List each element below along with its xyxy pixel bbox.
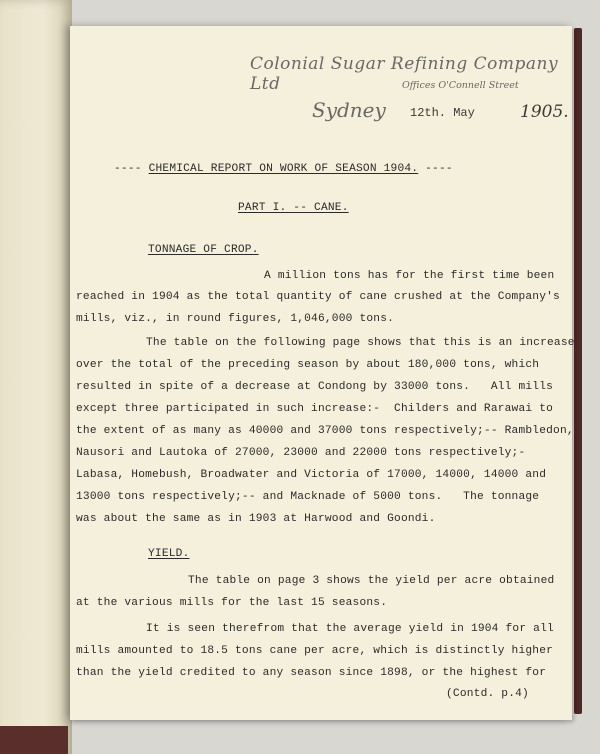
tonnage-line: 13000 tons respectively;-- and Macknade of 5000 tons. The tonnage xyxy=(76,491,540,503)
letterhead-offices: Offices O'Connell Street xyxy=(402,80,519,91)
yield-line: The table on page 3 shows the yield per acre obtained xyxy=(188,575,555,587)
left-page-edge xyxy=(0,0,72,754)
tonnage-line: was about the same as in 1903 at Harwood and Goondi. xyxy=(76,513,436,525)
letter-date: 12th. May xyxy=(410,106,475,120)
tonnage-line: reached in 1904 as the total quantity of cane crushed at the Company's xyxy=(76,291,560,303)
tonnage-line: over the total of the preceding season by about 180,000 tons, which xyxy=(76,359,540,371)
tonnage-line: the extent of as many as 40000 and 37000 tons respectively;-- Rambledon, xyxy=(76,425,574,437)
tonnage-line: Nausori and Lautoka of 27000, 23000 and 22000 tons respectively;- xyxy=(76,447,526,459)
letterhead xyxy=(250,54,570,150)
yield-line: at the various mills for the last 15 seasons. xyxy=(76,597,388,609)
tonnage-line: mills, viz., in round figures, 1,046,000 tons. xyxy=(76,313,395,325)
yield-line: It is seen therefrom that the average yield in 1904 for all xyxy=(146,623,554,635)
tonnage-line: A million tons has for the first time been xyxy=(264,270,555,282)
document-page xyxy=(70,26,575,720)
continued-note: (Contd. p.4) xyxy=(446,688,529,700)
letterhead-company: Colonial Sugar Refining Company Ltd xyxy=(250,54,559,94)
book-cover-right xyxy=(574,28,582,714)
yield-line: than the yield credited to any season since 1898, or the highest for xyxy=(76,667,547,679)
tonnage-line: except three participated in such increase:- Childers and Rarawai to xyxy=(76,403,554,415)
yield-line: mills amounted to 18.5 tons cane per acre, which is distinctly higher xyxy=(76,645,554,657)
tonnage-heading: TONNAGE OF CROP. xyxy=(148,244,259,256)
report-title: ---- CHEMICAL REPORT ON WORK OF SEASON 1904. ---- xyxy=(114,163,453,175)
letterhead-city: Sydney xyxy=(312,98,386,122)
letter-year: 1905. xyxy=(520,102,569,122)
tonnage-line: Labasa, Homebush, Broadwater and Victoria of 17000, 14000, 14000 and xyxy=(76,469,547,481)
yield-heading: YIELD. xyxy=(148,548,190,560)
book-cover-edge xyxy=(0,726,68,754)
part-heading: PART I. -- CANE. xyxy=(238,202,349,214)
tonnage-line: The table on the following page shows that this is an increase xyxy=(146,337,575,349)
tonnage-line: resulted in spite of a decrease at Condong by 33000 tons. All mills xyxy=(76,381,554,393)
